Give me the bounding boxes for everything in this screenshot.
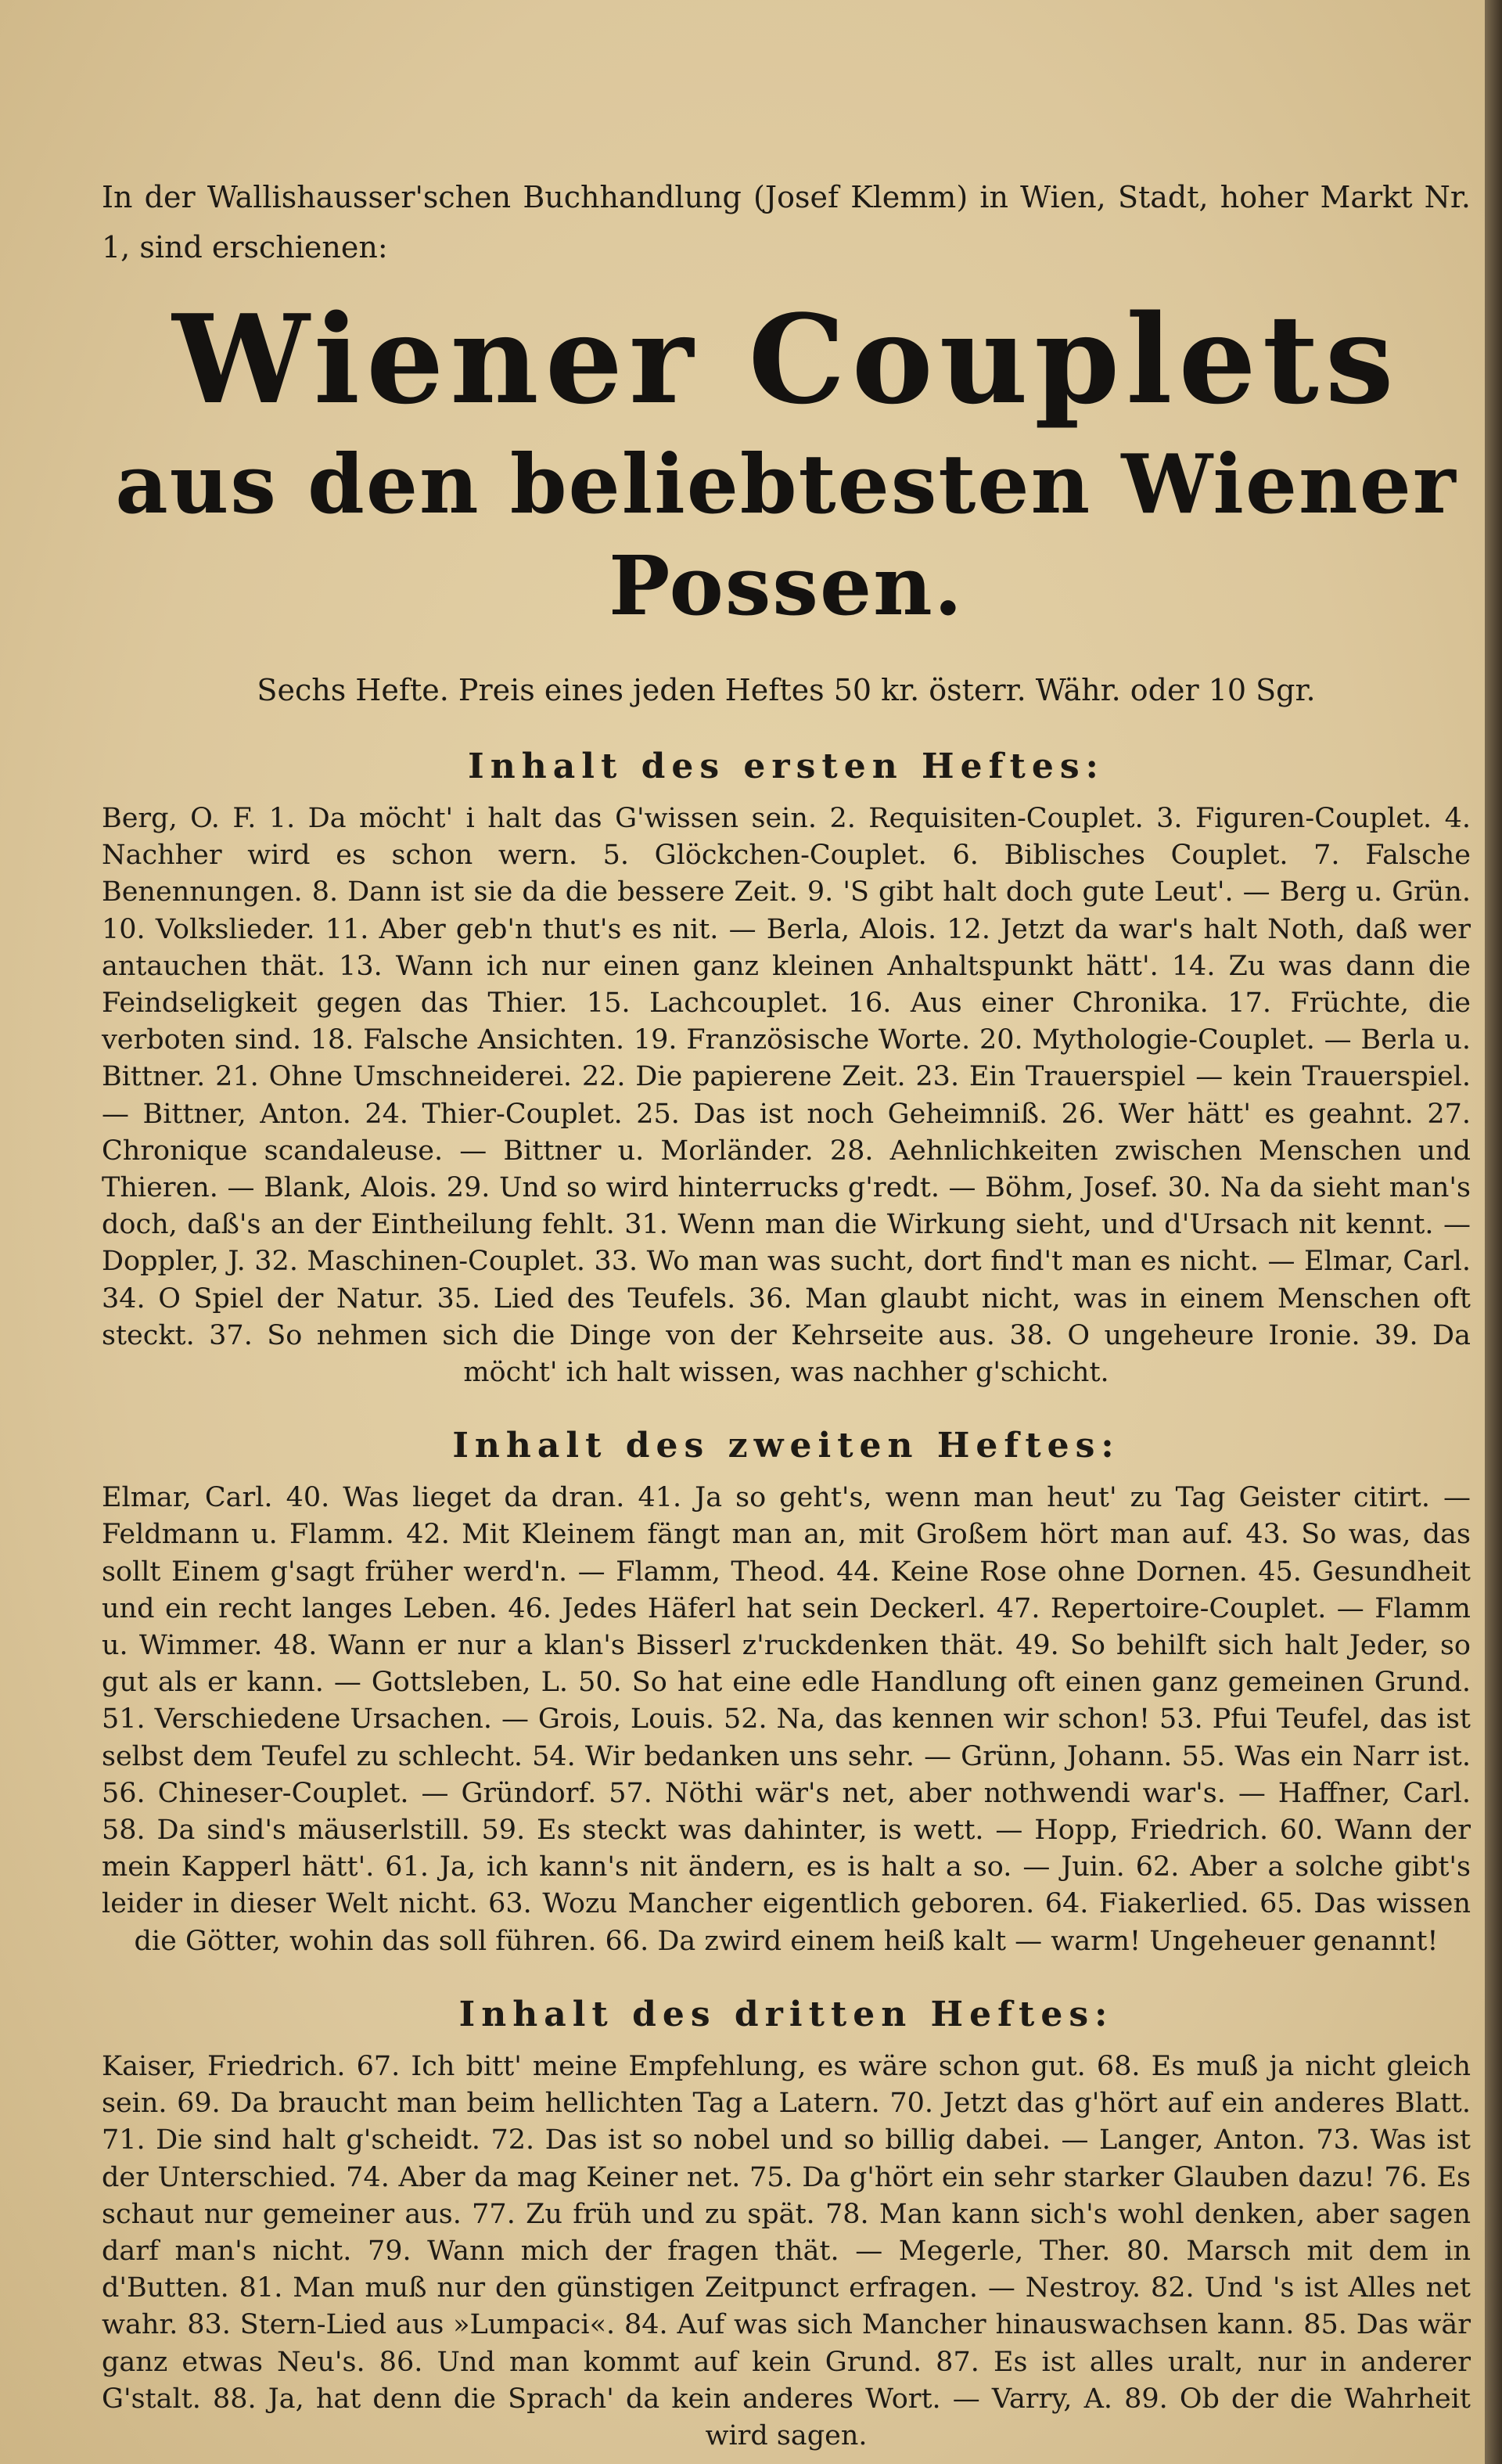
section-heading: Inhalt des dritten Heftes: [458,1994,1114,2034]
section-third-issue [102,1995,1471,2455]
publisher-intro: In der Wallishausser'schen Buchhandlung (Josef Klemm) in Wien, Stadt, hoher Markt Nr. 1, sind erschienen: [102,180,1471,264]
section-content: Kaiser, Friedrich. 67. Ich bitt' meine Empfehlung, es wäre schon gut. 68. Es muß ja nicht gleich sein. 69. Da braucht man beim hellichten Tag a Latern. 70. Jetzt das g'hört auf ein anderes Blatt. 71. Die sind halt g'scheidt. 72. Das ist so nobel und so billig dabei. — Langer, Anton. 73. Was ist der Unterschied. 74. Aber da mag Keiner net. 75. Da g'hört ein sehr starker Glauben dazu! 76. Es schaut nur gemeiner aus. 77. Zu früh und zu spät. 78. Man kann sich's wohl denken, aber sagen darf man's nicht. 79. Wann mich der fragen thät. — Megerle, Ther. 80. Marsch mit dem in d'Butten. 81. Man muß nur den günstigen Zeitpunct erfragen. — Nestroy. 82. Und 's ist Alles net wahr. 83. Stern-Lied aus »Lumpaci«. 84. Auf was sich Mancher hinauswachsen kann. 85. Das wär ganz etwas Neu's. 86. Und man kommt auf kein Grund. 87. Es ist alles uralt, nur in anderer G'stalt. 88. Ja, hat denn die Sprach' da kein anderes Wort. — Varry, A. 89. Ob der die Wahrheit wird sagen. [102,2050,1471,2451]
section-first-issue [102,746,1471,1391]
section-content: Elmar, Carl. 40. Was lieget da dran. 41. Ja so geht's, wenn man heut' zu Tag Geister citirt. — Feldmann u. Flamm. 42. Mit Kleinem fängt man an, mit Großem hört man auf. 43. So was, das sollt Einem g'sagt früher werd'n. — Flamm, Theod. 44. Keine Rose ohne Dornen. 45. Gesundheit und ein recht langes Leben. 46. Jedes Häferl hat sein Deckerl. 47. Repertoire-Couplet. — Flamm u. Wimmer. 48. Wann er nur a klan's Bisserl z'ruckdenken thät. 49. So behilft sich halt Jeder, so gut als er kann. — Gottsleben, L. 50. So hat eine edle Handlung oft einen ganz gemeinen Grund. 51. Verschiedene Ursachen. — Grois, Louis. 52. Na, das kennen wir schon! 53. Pfui Teufel, das ist selbst dem Teufel zu schlecht. 54. Wir bedanken uns sehr. — Grünn, Johann. 55. Was ein Narr ist. 56. Chineser-Couplet. — Gründorf. 57. Nöthi wär's net, aber nothwendi war's. — Haffner, Carl. 58. Da sind's mäuserlstill. 59. Es steckt was dahinter, is wett. — Hopp, Friedrich. 60. Wann der mein Kapperl hätt'. 61. Ja, ich kann's nit ändern, es is halt a so. — Juin. 62. Aber a solche gibt's leider in dieser Welt nicht. 63. Wozu Mancher eigentlich geboren. 64. Fiakerlied. 65. Das wissen die Götter, wohin das soll führen. 66. Da zwird einem heiß kalt — warm! Ungeheuer genannt! [102,1482,1471,1957]
section-heading: Inhalt des ersten Heftes: [468,746,1105,786]
price-info: Sechs Hefte. Preis eines jeden Heftes 50 kr. österr. Währ. oder 10 Sgr. [257,673,1316,707]
page-subtitle: aus den beliebtesten Wiener Possen. [115,436,1457,634]
page-title: Wiener Couplets [172,288,1400,431]
section-second-issue [102,1426,1471,1960]
section-heading: Inhalt des zweiten Heftes: [452,1426,1120,1466]
section-content: Berg, O. F. 1. Da möcht' i halt das G'wissen sein. 2. Requisiten-Couplet. 3. Figuren-Couplet. 4. Nachher wird es schon wern. 5. Glöckchen-Couplet. 6. Biblisches Couplet. 7. Falsche Benennungen. 8. Dann ist sie da die bessere Zeit. 9. 'S gibt halt doch gute Leut'. — Berg u. Grün. 10. Volkslieder. 11. Aber geb'n thut's es nit. — Berla, Alois. 12. Jetzt da war's halt Noth, daß wer antauchen thät. 13. Wann ich nur einen ganz kleinen Anhaltspunkt hätt'. 14. Zu was dann die Feindseligkeit gegen das Thier. 15. Lachcouplet. 16. Aus einer Chronika. 17. Früchte, die verboten sind. 18. Falsche Ansichten. 19. Französische Worte. 20. Mythologie-Couplet. — Berla u. Bittner. 21. Ohne Umschneiderei. 22. Die papierene Zeit. 23. Ein Trauerspiel — kein Trauerspiel. — Bittner, Anton. 24. Thier-Couplet. 25. Das ist noch Geheimniß. 26. Wer hätt' es geahnt. 27. Chronique scandaleuse. — Bittner u. Morländer. 28. Aehnlichkeiten zwischen Menschen und Thieren. — Blank, Alois. 29. Und so wird hinterrucks g'redt. — Böhm, Josef. 30. Na da sieht man's doch, daß's an der Eintheilung fehlt. 31. Wenn man die Wirkung sieht, und d'Ursach nit kennt. — Doppler, J. 32. Maschinen-Couplet. 33. Wo man was sucht, dort find't man es nicht. — Elmar, Carl. 34. O Spiel der Natur. 35. Lied des Teufels. 36. Man glaubt nicht, was in einem Menschen oft steckt. 37. So nehmen sich die Dinge von der Kehrseite aus. 38. O ungeheure Ironie. 39. Da möcht' ich halt wissen, was nachher g'schicht. [102,803,1471,1389]
